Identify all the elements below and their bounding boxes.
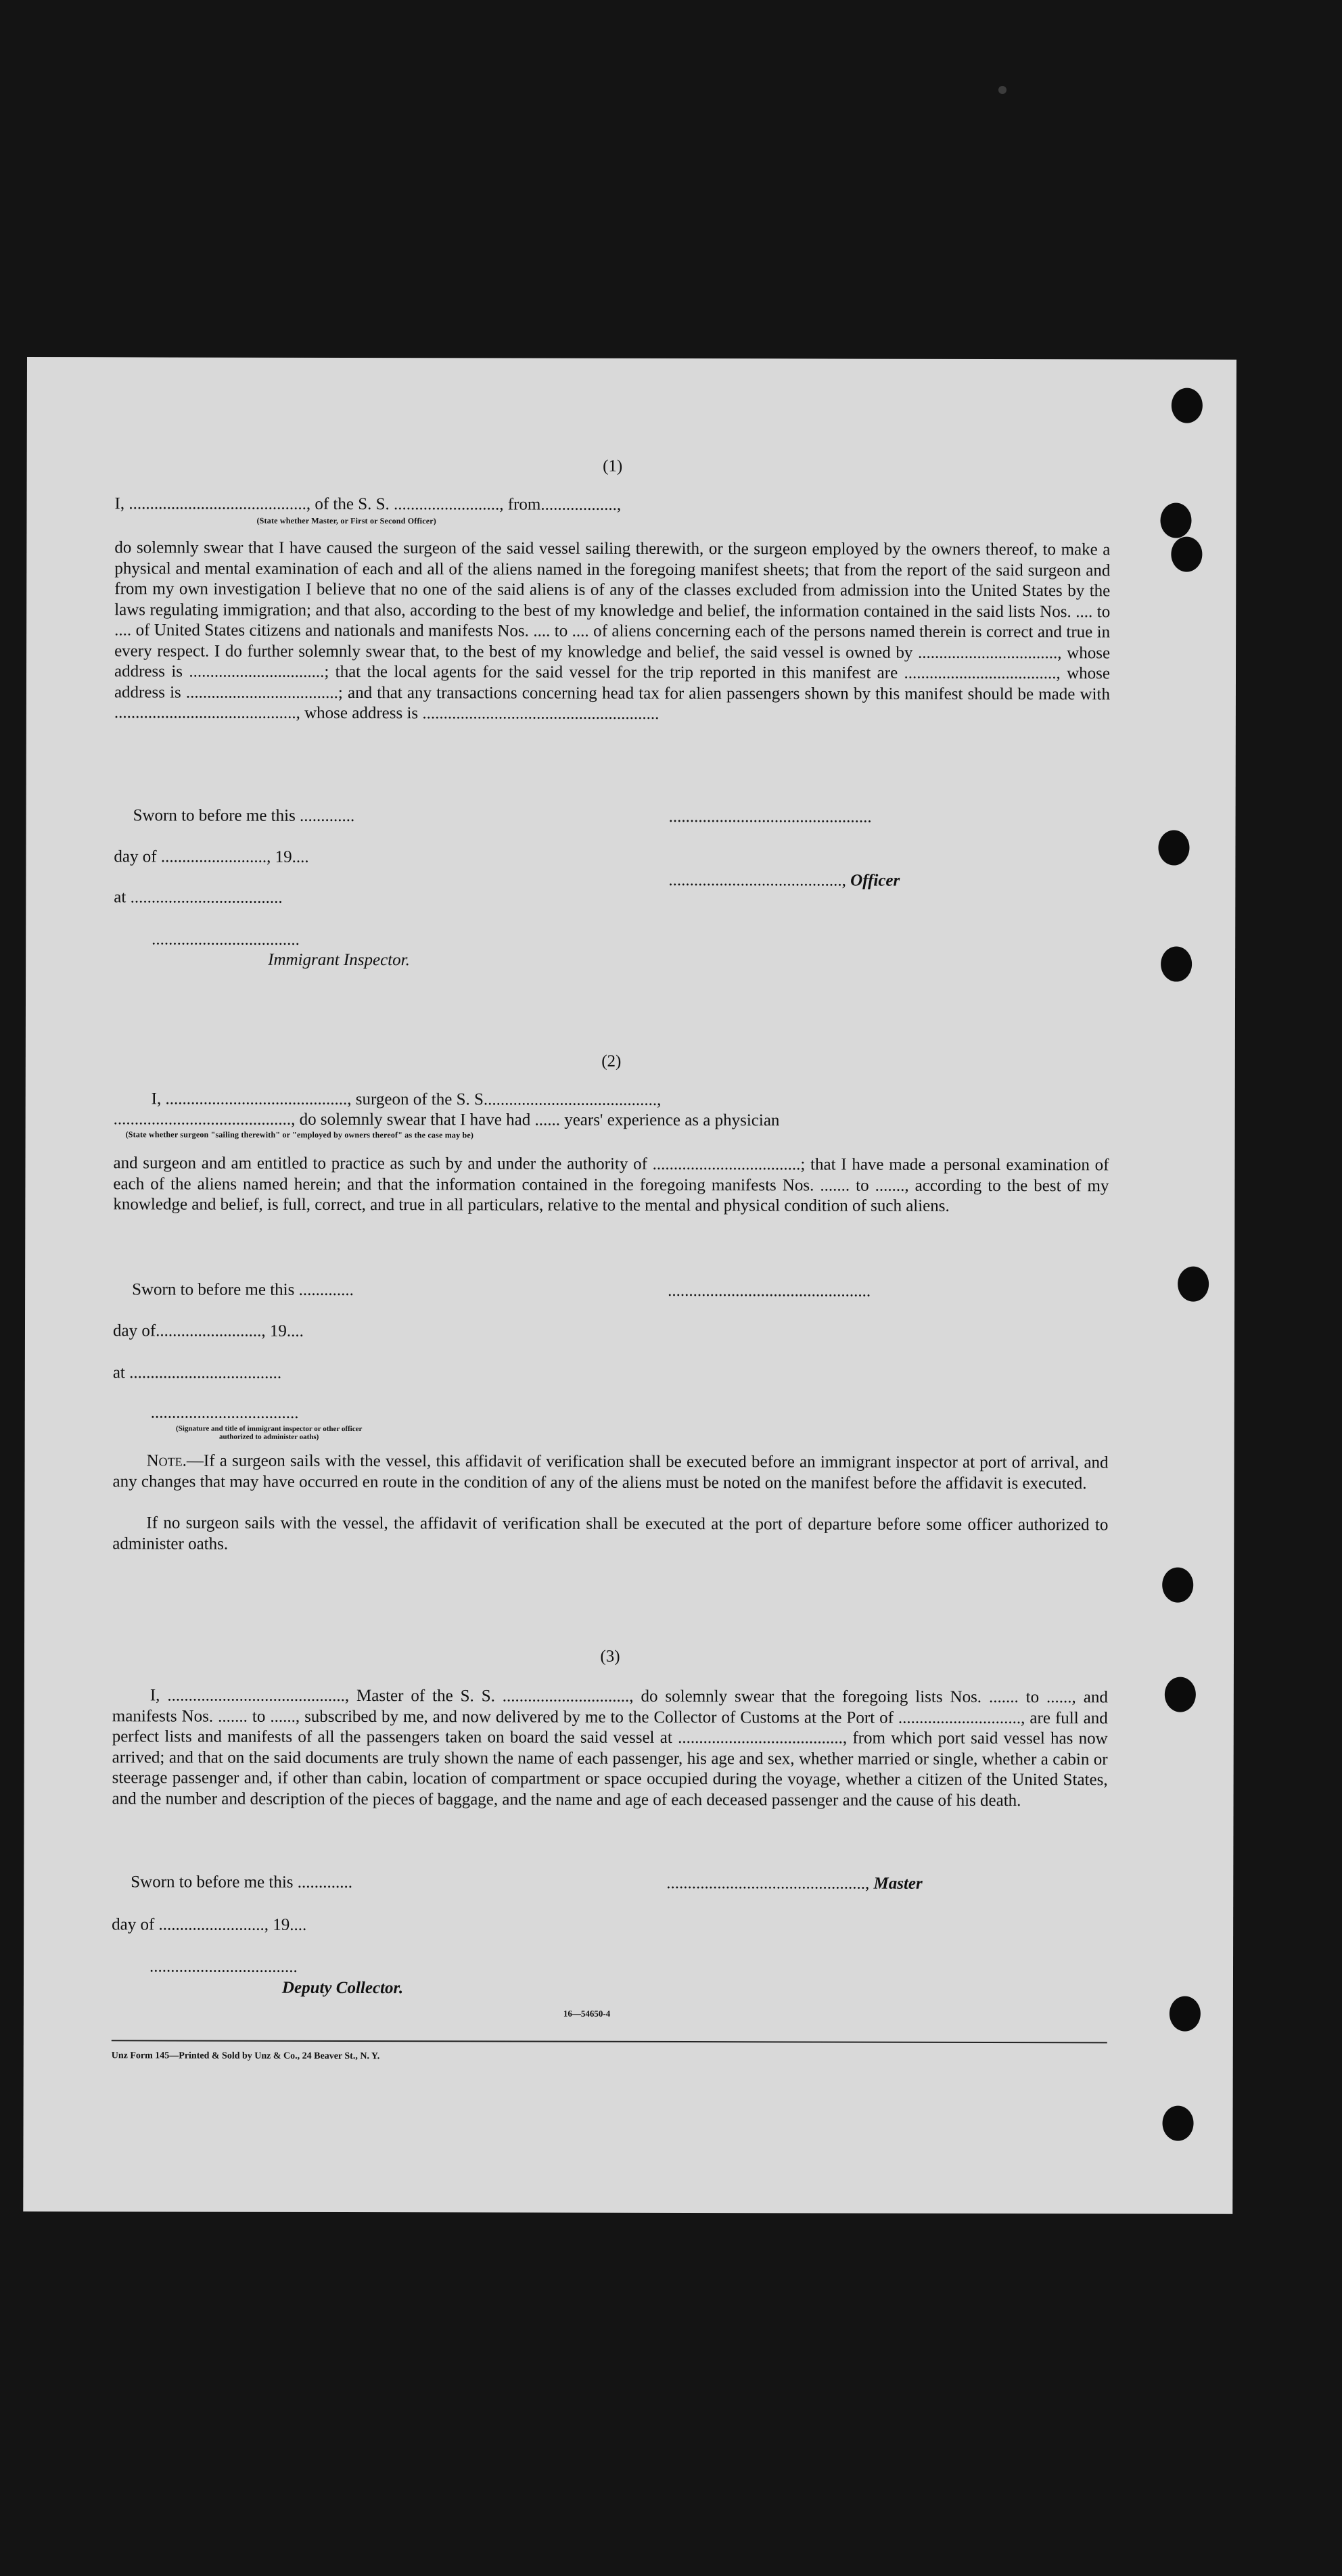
section-3-deputy-line: ................................... [149,1957,298,1976]
section-1-officer-line [668,870,900,891]
form-code: 16—54650-4 [563,2008,611,2019]
form-content [111,357,1111,2062]
section-2-surgeon-note: (State whether surgeon "sailing therewith" or "employed by owners thereof" as the case may be) [125,1129,474,1140]
section-2-note-2 [112,1513,1108,1556]
section-2-signature-note: (Signature and title of immigrant inspector or other officer authorized to administer oaths) [175,1424,363,1441]
section-1-inspector-label: Immigrant Inspector. [268,950,410,970]
section-1-officer-note: (State whether Master, or First or Second Officer) [256,515,437,526]
section-2-second-line: .........................................., do solemnly swear that I have had ...... years' experience as a physician [113,1110,780,1130]
section-3-deputy-label: Deputy Collector. [281,1978,404,1998]
punch-hole [1165,1677,1196,1712]
section-3-master-line [666,1873,923,1894]
section-2-sworn-line: Sworn to before me this ............. [132,1280,354,1300]
section-2-number: (2) [601,1052,622,1071]
punch-hole [1171,537,1202,572]
section-2-note-text: —If a surgeon sails with the vessel, this affidavit of verification shall be executed before an immigrant inspector at port of arrival, and any changes that may have occurred en route in the condition of any of the aliens must be noted on the manifest before the affidavit is executed. [112,1451,1109,1493]
section-2-inspector-line: ................................... [150,1403,299,1422]
section-3-master-label: Master [873,1874,923,1893]
section-2-first-line: I, ..........................................., surgeon of the S. S........................................., [151,1090,662,1109]
section-2-day-line: day of........................., 19.... [112,1321,304,1340]
section-1-day-line: day of ........................., 19.... [114,847,309,866]
punch-hole [1162,2106,1193,2141]
section-1-oath-text: do solemnly swear that I have caused the surgeon of the said vessel sailing therewith, or the surgeon employed by the owners thereof, to make a physical and mental examination of each and all of the aliens named in the foregoing manifest sheets; that from the report of the said surgeon and from my own investigation I believe that no one of the said aliens is of any of the classes excluded from admission into the United States by the laws regulating immigration; and that also, according to the best of my knowledge and belief, the information contained in the said lists Nos. .... to .... of United States citizens and nationals and manifests Nos. .... to .... of aliens concerning each of the persons named therein is correct and true in every respect. I do further solemnly swear that, to the best of my knowledge and belief, the said vessel is owned by ................................., whose address is ................................; that the local agents for the said vessel for the trip reported in this manifest are ...................................., whose address is ....................................; and that any transactions concerning head tax for alien passengers shown by this manifest should be made with ..........................................., whose address is ........................................................ [114,538,1111,723]
section-3-day-line: day of ........................., 19.... [112,1915,307,1934]
punch-hole [1170,1996,1201,2032]
punch-hole [1178,1267,1209,1302]
film-speck [998,86,1006,94]
section-1-number: (1) [603,456,623,475]
section-2-note-label: Note. [146,1451,187,1470]
punch-hole [1162,1568,1193,1603]
section-3-number: (3) [600,1647,620,1666]
section-1-at-line: at .................................... [114,888,283,907]
section-3-master-dots: ..............................................., [666,1873,870,1893]
section-1-signature-line: ................................................ [668,807,872,826]
punch-hole [1172,388,1203,423]
section-1-officer-label: Officer [850,871,900,890]
punch-hole [1158,830,1189,866]
punch-hole [1161,947,1192,982]
section-2-note-text-2: If no surgeon sails with the vessel, the affidavit of verification shall be executed at the port of departure before some officer authorized to administer oaths. [112,1514,1109,1553]
section-2-signature-line: ................................................ [668,1281,871,1301]
section-3-oath-text: I, .........................................., Master of the S. S. .............................., do solemnly swear that the foregoing lists Nos. ....... to ......, and manifests Nos. ....... to ......, subscribed by me, and now delivered by me to the Collector of Customs at the Port of ............................., are full and perfect lists and manifests of all the passengers taken on board the said vessel at ......................................., from which port said vessel has now arrived; and that on the said documents are truly shown the name of each passenger, his age and sex, whether married or single, whether a cabin or steerage passenger and, if other than cabin, location of compartment or space occupied during the voyage, whether a citizen of the United States, and the number and description of the pieces of baggage, and the name and age of each deceased passenger and the cause of his death. [112,1686,1108,1810]
section-2-at-line: at .................................... [112,1363,282,1382]
section-1-first-line: I, .........................................., of the S. S. ........................., from.................., [114,494,622,514]
section-1-sworn-line: Sworn to before me this ............. [133,806,355,826]
punch-hole [1160,503,1191,538]
printer-footer: Unz Form 145—Printed & Sold by Unz & Co., 24 Beaver St., N. Y. [111,2051,380,2062]
section-2-note [112,1451,1108,1494]
section-2-oath-text: and surgeon and am entitled to practice as such by and under the authority of ...................................; that I have made a personal examination of each of the aliens named herein; and that the information contained in the foregoing manifests Nos. ....... to ......., according to the best of my knowledge and belief, is full, correct, and true in all particulars, relative to the mental and physical condition of such aliens. [113,1154,1109,1215]
section-1-inspector-line: ................................... [152,930,300,949]
section-3-sworn-line: Sworn to before me this ............. [131,1873,353,1892]
footer-rule [112,2040,1107,2043]
section-1-officer-dots: ........................................., [668,870,846,890]
manifest-page [23,357,1236,2214]
